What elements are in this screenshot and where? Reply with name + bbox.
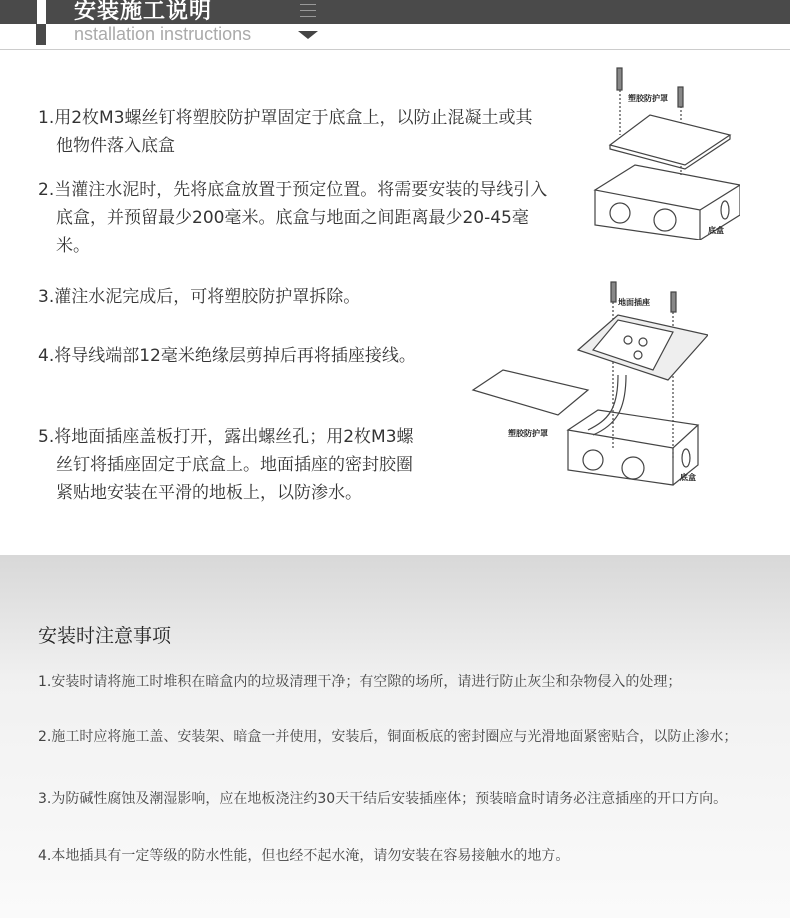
- step-3: 3.灌注水泥完成后，可将塑胶防护罩拆除。: [38, 287, 361, 307]
- step-1: 1.用2枚M3螺丝钉将塑胶防护罩固定于底盒上，以防止混凝土或其他物件落入底盒: [38, 108, 533, 156]
- note-item: 1.安装时请将施工时堆积在暗盒内的垃圾清理干净；有空隙的场所，请进行防止灰尘和杂物侵入的处理；: [38, 674, 682, 690]
- page-title: 安装施工说明: [74, 0, 213, 24]
- note-item: 2.施工时应将施工盖、安装架、暗盒一并使用，安装后，铜面板底的密封圈应与光滑地面紧密贴合，以防止渗水；: [38, 729, 738, 745]
- cover-label: 塑胶防护罩: [628, 94, 668, 103]
- header-bar: [0, 0, 790, 24]
- header-accent-block: [36, 24, 46, 45]
- screw-icon: [611, 282, 616, 302]
- note-item: 3.为防碱性腐蚀及潮湿影响，应在地板浇注约30天干结后安装插座体；预装暗盒时请务必注意插座的开口方向。: [38, 791, 728, 807]
- menu-icon: [300, 4, 316, 20]
- chevron-down-icon: [298, 31, 318, 39]
- box-label: 底盒: [680, 473, 696, 482]
- divider: [0, 49, 790, 50]
- socket-label: 地面插座: [618, 298, 650, 307]
- note-item: 4.本地插具有一定等级的防水性能，但也经不起水淹，请勿安装在容易接触水的地方。: [38, 848, 570, 864]
- step-5: 5.将地面插座盖板打开，露出螺丝孔；用2枚M3螺丝钉将插座固定于底盒上。地面插座的密封胶圈紧贴地安装在平滑的地板上，以防渗水。: [38, 427, 414, 503]
- page-subtitle: nstallation instructions: [74, 24, 252, 44]
- cover-label: 塑胶防护罩: [508, 429, 548, 438]
- notes-title: 安装时注意事项: [38, 625, 172, 647]
- notes-section: [0, 555, 790, 918]
- diagram-socket-install: [468, 280, 708, 500]
- box-label: 底盒: [708, 226, 724, 235]
- header-accent: [37, 0, 46, 24]
- diagram-cover-on-box: [580, 65, 740, 240]
- step-4: 4.将导线端部12毫米绝缘层剪掉后再将插座接线。: [38, 346, 416, 366]
- step-2: 2.当灌注水泥时，先将底盒放置于预定位置。将需要安装的导线引入底盒，并预留最少200毫米。底盒与地面之间距离最少20-45毫米。: [38, 180, 548, 256]
